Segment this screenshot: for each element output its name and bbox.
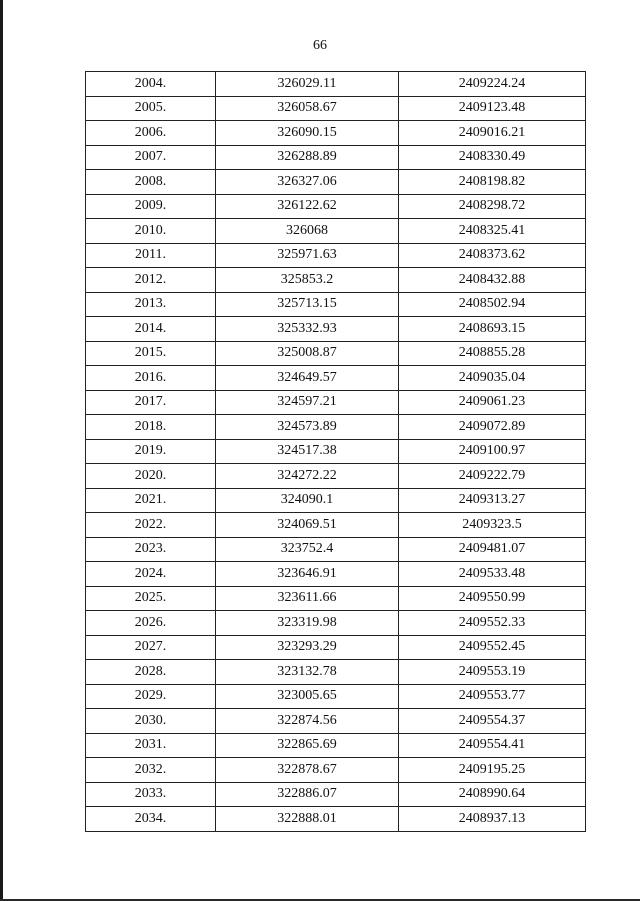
table-row	[86, 243, 586, 268]
table-row	[86, 170, 586, 195]
point-number-cell: 2014.	[86, 317, 216, 342]
x-coordinate-cell: 324069.51	[216, 513, 399, 538]
point-number-cell: 2005.	[86, 96, 216, 121]
table-row	[86, 145, 586, 170]
x-coordinate-cell: 325713.15	[216, 292, 399, 317]
x-coordinate-cell: 324090.1	[216, 488, 399, 513]
y-coordinate-cell: 2408855.28	[399, 341, 586, 366]
x-coordinate-cell: 324272.22	[216, 464, 399, 489]
table-row	[86, 390, 586, 415]
y-coordinate-cell: 2408330.49	[399, 145, 586, 170]
x-coordinate-cell: 323293.29	[216, 635, 399, 660]
point-number-cell: 2018.	[86, 415, 216, 440]
y-coordinate-cell: 2408298.72	[399, 194, 586, 219]
point-number-cell: 2013.	[86, 292, 216, 317]
x-coordinate-cell: 325332.93	[216, 317, 399, 342]
point-number-cell: 2019.	[86, 439, 216, 464]
y-coordinate-cell: 2409061.23	[399, 390, 586, 415]
y-coordinate-cell: 2409313.27	[399, 488, 586, 513]
table-row	[86, 268, 586, 293]
table-row	[86, 219, 586, 244]
x-coordinate-cell: 323611.66	[216, 586, 399, 611]
coordinates-table	[85, 71, 586, 832]
x-coordinate-cell: 325008.87	[216, 341, 399, 366]
x-coordinate-cell: 323646.91	[216, 562, 399, 587]
y-coordinate-cell: 2408693.15	[399, 317, 586, 342]
y-coordinate-cell: 2409100.97	[399, 439, 586, 464]
point-number-cell: 2030.	[86, 709, 216, 734]
x-coordinate-cell: 322865.69	[216, 733, 399, 758]
table-row	[86, 537, 586, 562]
y-coordinate-cell: 2409481.07	[399, 537, 586, 562]
y-coordinate-cell: 2409224.24	[399, 72, 586, 97]
point-number-cell: 2009.	[86, 194, 216, 219]
x-coordinate-cell: 326029.11	[216, 72, 399, 97]
x-coordinate-cell: 326058.67	[216, 96, 399, 121]
x-coordinate-cell: 324597.21	[216, 390, 399, 415]
x-coordinate-cell: 325853.2	[216, 268, 399, 293]
table-row	[86, 96, 586, 121]
y-coordinate-cell: 2408502.94	[399, 292, 586, 317]
table-row	[86, 660, 586, 685]
point-number-cell: 2025.	[86, 586, 216, 611]
x-coordinate-cell: 322874.56	[216, 709, 399, 734]
table-row	[86, 513, 586, 538]
y-coordinate-cell: 2409123.48	[399, 96, 586, 121]
x-coordinate-cell: 322886.07	[216, 782, 399, 807]
table-row	[86, 635, 586, 660]
point-number-cell: 2007.	[86, 145, 216, 170]
table-row	[86, 194, 586, 219]
table-row	[86, 807, 586, 832]
table-body	[86, 72, 586, 832]
point-number-cell: 2034.	[86, 807, 216, 832]
y-coordinate-cell: 2408198.82	[399, 170, 586, 195]
x-coordinate-cell: 326068	[216, 219, 399, 244]
point-number-cell: 2012.	[86, 268, 216, 293]
table-row	[86, 709, 586, 734]
x-coordinate-cell: 326288.89	[216, 145, 399, 170]
y-coordinate-cell: 2409553.19	[399, 660, 586, 685]
table-row	[86, 782, 586, 807]
table-row	[86, 684, 586, 709]
y-coordinate-cell: 2409072.89	[399, 415, 586, 440]
y-coordinate-cell: 2408990.64	[399, 782, 586, 807]
point-number-cell: 2023.	[86, 537, 216, 562]
x-coordinate-cell: 322878.67	[216, 758, 399, 783]
y-coordinate-cell: 2409550.99	[399, 586, 586, 611]
point-number-cell: 2004.	[86, 72, 216, 97]
table-row	[86, 292, 586, 317]
point-number-cell: 2033.	[86, 782, 216, 807]
table-row	[86, 341, 586, 366]
x-coordinate-cell: 326122.62	[216, 194, 399, 219]
point-number-cell: 2008.	[86, 170, 216, 195]
y-coordinate-cell: 2408432.88	[399, 268, 586, 293]
scan-edge-left	[0, 0, 3, 901]
point-number-cell: 2011.	[86, 243, 216, 268]
point-number-cell: 2031.	[86, 733, 216, 758]
point-number-cell: 2032.	[86, 758, 216, 783]
y-coordinate-cell: 2409323.5	[399, 513, 586, 538]
x-coordinate-cell: 324649.57	[216, 366, 399, 391]
y-coordinate-cell: 2409533.48	[399, 562, 586, 587]
point-number-cell: 2016.	[86, 366, 216, 391]
y-coordinate-cell: 2409195.25	[399, 758, 586, 783]
y-coordinate-cell: 2409035.04	[399, 366, 586, 391]
table-row	[86, 415, 586, 440]
y-coordinate-cell: 2409016.21	[399, 121, 586, 146]
table-row	[86, 611, 586, 636]
y-coordinate-cell: 2408937.13	[399, 807, 586, 832]
table-row	[86, 464, 586, 489]
point-number-cell: 2024.	[86, 562, 216, 587]
point-number-cell: 2010.	[86, 219, 216, 244]
table-row	[86, 733, 586, 758]
point-number-cell: 2029.	[86, 684, 216, 709]
table-row	[86, 488, 586, 513]
y-coordinate-cell: 2409553.77	[399, 684, 586, 709]
x-coordinate-cell: 322888.01	[216, 807, 399, 832]
point-number-cell: 2020.	[86, 464, 216, 489]
table-row	[86, 72, 586, 97]
y-coordinate-cell: 2409554.37	[399, 709, 586, 734]
y-coordinate-cell: 2409552.33	[399, 611, 586, 636]
x-coordinate-cell: 323319.98	[216, 611, 399, 636]
x-coordinate-cell: 326090.15	[216, 121, 399, 146]
x-coordinate-cell: 324573.89	[216, 415, 399, 440]
y-coordinate-cell: 2408325.41	[399, 219, 586, 244]
point-number-cell: 2026.	[86, 611, 216, 636]
point-number-cell: 2006.	[86, 121, 216, 146]
x-coordinate-cell: 323005.65	[216, 684, 399, 709]
x-coordinate-cell: 323132.78	[216, 660, 399, 685]
x-coordinate-cell: 326327.06	[216, 170, 399, 195]
y-coordinate-cell: 2409554.41	[399, 733, 586, 758]
point-number-cell: 2028.	[86, 660, 216, 685]
table-row	[86, 758, 586, 783]
y-coordinate-cell: 2408373.62	[399, 243, 586, 268]
point-number-cell: 2021.	[86, 488, 216, 513]
table-row	[86, 439, 586, 464]
page-number: 66	[313, 38, 327, 53]
table-row	[86, 366, 586, 391]
point-number-cell: 2027.	[86, 635, 216, 660]
y-coordinate-cell: 2409222.79	[399, 464, 586, 489]
y-coordinate-cell: 2409552.45	[399, 635, 586, 660]
x-coordinate-cell: 323752.4	[216, 537, 399, 562]
x-coordinate-cell: 325971.63	[216, 243, 399, 268]
point-number-cell: 2017.	[86, 390, 216, 415]
table-row	[86, 317, 586, 342]
x-coordinate-cell: 324517.38	[216, 439, 399, 464]
point-number-cell: 2015.	[86, 341, 216, 366]
table-row	[86, 586, 586, 611]
table-row	[86, 121, 586, 146]
point-number-cell: 2022.	[86, 513, 216, 538]
table-row	[86, 562, 586, 587]
